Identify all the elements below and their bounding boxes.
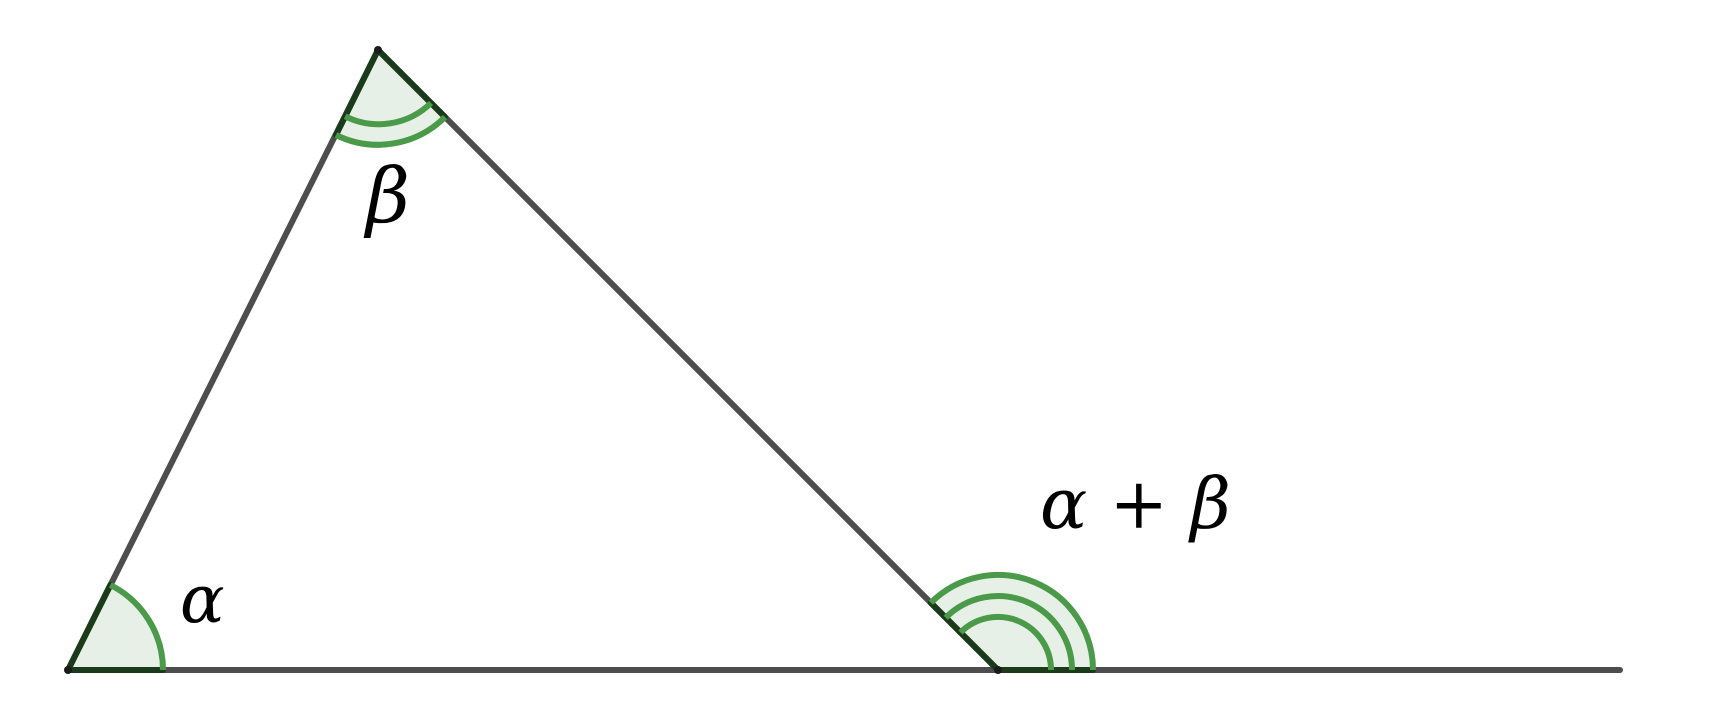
alpha-angle-fill — [68, 585, 163, 670]
vertex-top — [374, 46, 382, 54]
side-right — [378, 50, 998, 670]
alpha-label: α — [180, 561, 225, 638]
exterior-angle-label: α + β — [1040, 463, 1231, 545]
vertex-bottom-right — [994, 666, 1002, 674]
vertex-bottom-left — [64, 666, 72, 674]
beta-label: β — [366, 151, 410, 240]
